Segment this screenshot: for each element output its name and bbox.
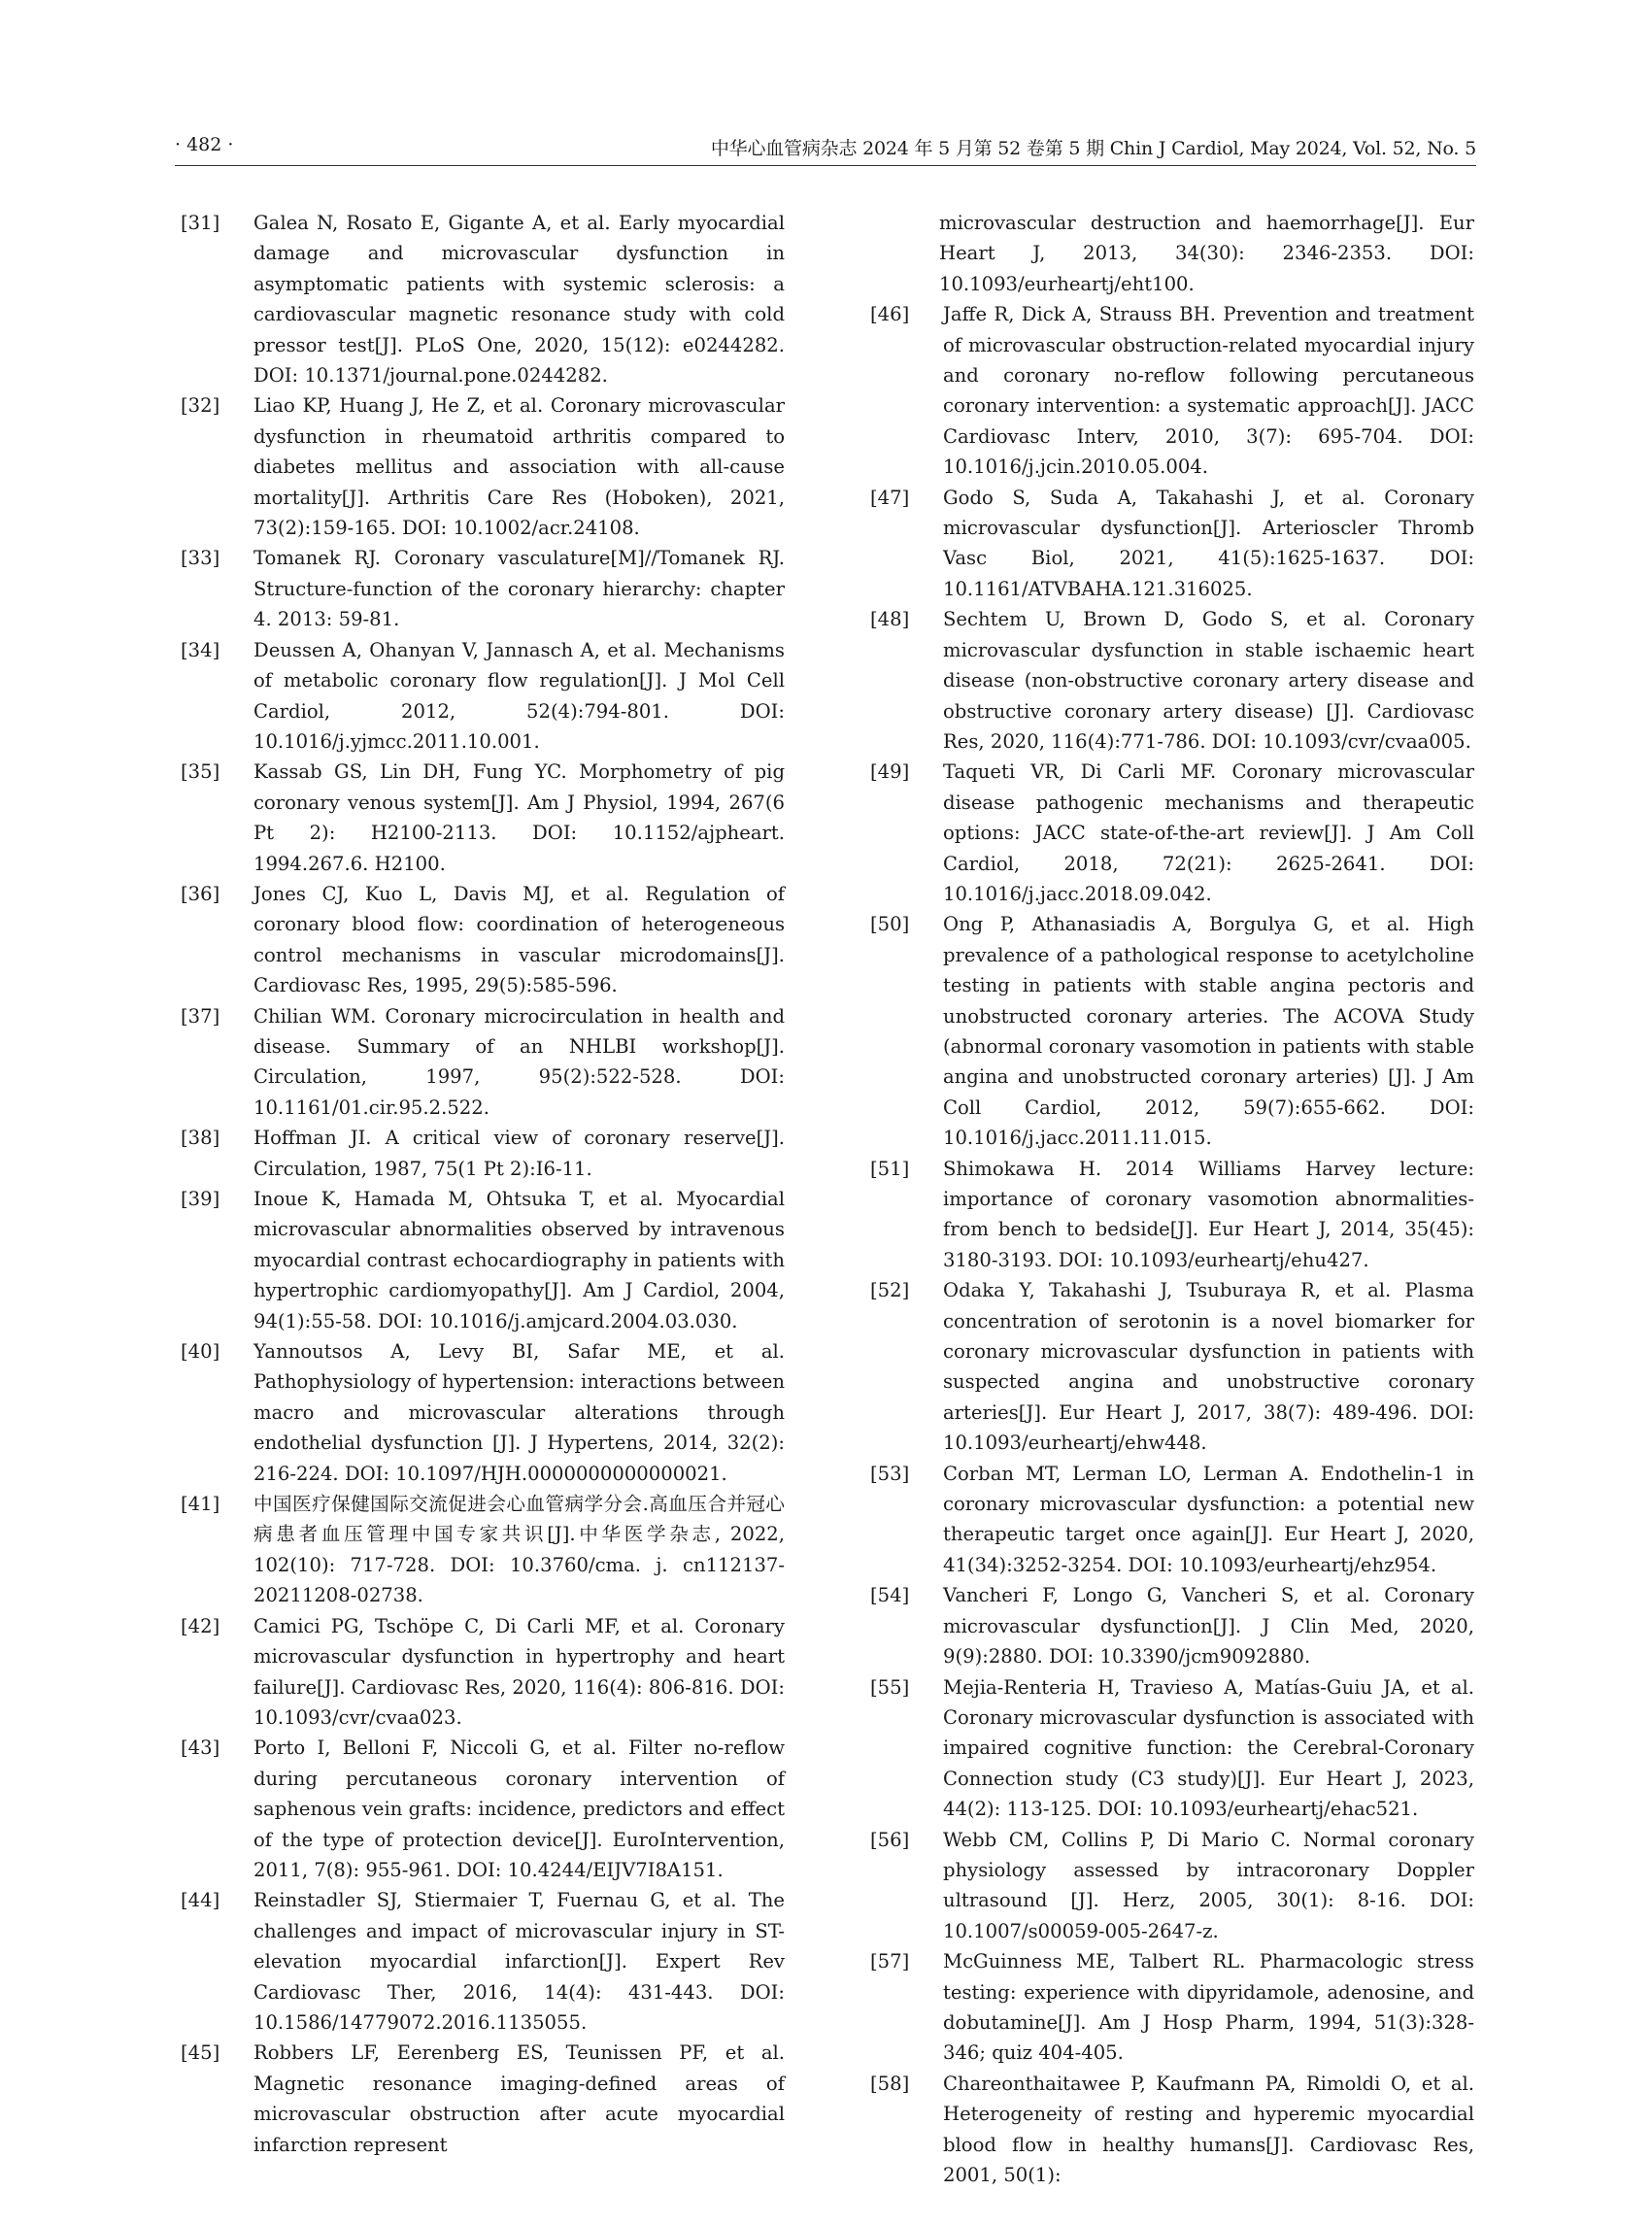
reference-item <box>870 1459 1474 1581</box>
reference-number: [55] <box>870 1675 910 1699</box>
reference-number: [56] <box>870 1828 910 1851</box>
reference-item <box>870 604 1474 757</box>
reference-text: Jaffe R, Dick A, Strauss BH. Prevention and treatment of microvascular obstruction-related myocardial injury and coronary no-reflow following percutaneous coronary intervention: a systematic approach[J]. JACC Cardiovasc Interv, 2010, 3(7): 695-704. DOI: 10.1016/j.jcin.2010.05.004. <box>943 303 1474 479</box>
reference-number: [40] <box>181 1340 220 1364</box>
reference-text: Shimokawa H. 2014 Williams Harvey lecture: importance of coronary vasomotion abnormalities-from bench to bedside[J]. Eur Heart J, 2014, 35(45): 3180-3193. DOI: 10.1093/eurheartj/ehu427. <box>943 1157 1474 1271</box>
reference-number: [47] <box>870 486 910 509</box>
header-rule <box>175 165 1476 166</box>
reference-text: Mejia-Renteria H, Travieso A, Matías-Guiu JA, et al. Coronary microvascular dysfunction is associated with impaired cognitive function: the Cerebral-Coronary Connection study (C3 study)[J]. Eur Heart J, 2023, 44(2): 113-125. DOI: 10.1093/eurheartj/ehac521. <box>943 1675 1474 1821</box>
reference-continuation <box>870 208 1474 299</box>
reference-number: [57] <box>870 1950 910 1973</box>
reference-text: Chareonthaitawee P, Kaufmann PA, Rimoldi O, et al. Heterogeneity of resting and hyperemic myocardial blood flow in healthy humans[J]. Cardiovasc Res, 2001, 50(1): <box>943 2072 1474 2186</box>
reference-item <box>870 483 1474 605</box>
reference-text: Inoue K, Hamada M, Ohtsuka T, et al. Myocardial microvascular abnormalities observed by intravenous myocardial contrast echocardiography in patients with hypertrophic cardiomyopathy[J]. Am J Cardiol, 2004, 94(1):55-58. DOI: 10.1016/j.amjcard.2004.03.030. <box>253 1188 785 1332</box>
reference-number: [39] <box>181 1188 220 1210</box>
reference-item <box>870 1154 1474 1276</box>
reference-item <box>181 1733 785 1885</box>
reference-number: [49] <box>870 760 910 784</box>
reference-number: [42] <box>181 1614 220 1637</box>
reference-text: Tomanek RJ. Coronary vasculature[M]//Tomanek RJ. Structure-function of the coronary hierarchy: chapter 4. 2013: 59-81. <box>253 547 785 631</box>
reference-number: [41] <box>181 1493 220 1516</box>
reference-item <box>181 390 785 543</box>
reference-item <box>181 543 785 634</box>
reference-number: [44] <box>181 1889 220 1912</box>
reference-item <box>870 1580 1474 1671</box>
reference-number: [36] <box>181 882 220 905</box>
right-reference-column <box>870 208 1474 2190</box>
reference-text: Hoffman JI. A critical view of coronary reserve[J]. Circulation, 1987, 75(1 Pt 2):I6-11. <box>253 1127 785 1180</box>
reference-text: Odaka Y, Takahashi J, Tsuburaya R, et al. Plasma concentration of serotonin is a novel biomarker for coronary microvascular dysfunction in patients with suspected angina and unobstructive coronary arteries[J]. Eur Heart J, 2017, 38(7): 489-496. DOI: 10.1093/eurheartj/ehw448. <box>943 1279 1474 1455</box>
reference-number: [45] <box>181 2041 220 2065</box>
running-header <box>175 134 1476 167</box>
reference-number: [46] <box>870 303 910 326</box>
reference-item <box>870 1946 1474 2069</box>
reference-number: [37] <box>181 1004 220 1028</box>
reference-item <box>181 879 785 1001</box>
reference-item <box>870 1672 1474 1825</box>
reference-text: Godo S, Suda A, Takahashi J, et al. Coronary microvascular dysfunction[J]. Arterioscler Thromb Vasc Biol, 2021, 41(5):1625-1637. DOI: 10.1161/ATVBAHA.121.316025. <box>943 486 1474 600</box>
reference-item <box>870 299 1474 482</box>
reference-item <box>181 1611 785 1734</box>
reference-text: Robbers LF, Eerenberg ES, Teunissen PF, et al. Magnetic resonance imaging-defined areas of microvascular obstruction after acute myocardial infarction represent <box>253 2041 785 2156</box>
reference-item <box>181 1885 785 2038</box>
reference-text: Jones CJ, Kuo L, Davis MJ, et al. Regulation of coronary blood flow: coordination of heterogeneous control mechanisms in vascular microdomains[J]. Cardiovasc Res, 1995, 29(5):585-596. <box>253 882 785 997</box>
reference-text: Camici PG, Tschöpe C, Di Carli MF, et al. Coronary microvascular dysfunction in hypertrophy and heart failure[J]. Cardiovasc Res, 2020, 116(4): 806-816. DOI: 10.1093/cvr/cvaa023. <box>253 1614 785 1729</box>
reference-text: Kassab GS, Lin DH, Fung YC. Morphometry of pig coronary venous system[J]. Am J Physiol, 1994, 267(6 Pt 2): H2100-2113. DOI: 10.1152/ajpheart. 1994.267.6. H2100. <box>253 760 785 875</box>
reference-item <box>181 1489 785 1611</box>
reference-item <box>870 757 1474 909</box>
reference-number: [33] <box>181 547 220 570</box>
reference-number: [50] <box>870 913 910 936</box>
reference-number: [38] <box>181 1127 220 1150</box>
reference-text: Galea N, Rosato E, Gigante A, et al. Early myocardial damage and microvascular dysfunction in asymptomatic patients with systemic sclerosis: a cardiovascular magnetic resonance study with cold pressor test[J]. PLoS One, 2020, 15(12): e0244282. DOI: 10.1371/journal.pone.0244282. <box>253 212 785 388</box>
reference-text: Corban MT, Lerman LO, Lerman A. Endothelin-1 in coronary microvascular dysfunction: a potential new therapeutic target once again[J]. Eur Heart J, 2020, 41(34):3252-3254. DOI: 10.1093/eurheartj/ehz954. <box>943 1462 1474 1576</box>
reference-text: microvascular destruction and haemorrhage[J]. Eur Heart J, 2013, 34(30): 2346-2353. DOI: 10.1093/eurheartj/eht100. <box>939 212 1474 295</box>
reference-item <box>870 909 1474 1153</box>
reference-number: [51] <box>870 1157 910 1180</box>
reference-item <box>181 635 785 758</box>
reference-text: Sechtem U, Brown D, Godo S, et al. Coronary microvascular dysfunction in stable ischaemic heart disease (non-obstructive coronary artery disease and obstructive coronary artery disease) [J]. Cardiovasc Res, 2020, 116(4):771-786. DOI: 10.1093/cvr/cvaa005. <box>943 608 1474 753</box>
reference-number: [34] <box>181 638 220 661</box>
reference-number: [48] <box>870 608 910 631</box>
reference-item <box>181 757 785 879</box>
journal-citation: 中华心血管病杂志 2024 年 5 月第 52 卷第 5 期 Chin J Cardiol, May 2024, Vol. 52, No. 5 <box>710 138 1476 159</box>
reference-item <box>870 1825 1474 1947</box>
reference-number: [31] <box>181 212 220 234</box>
left-reference-column <box>181 208 785 2160</box>
reference-number: [35] <box>181 760 220 784</box>
reference-text: Deussen A, Ohanyan V, Jannasch A, et al. Mechanisms of metabolic coronary flow regulation[J]. J Mol Cell Cardiol, 2012, 52(4):794-801. DOI: 10.1016/j.yjmcc.2011.10.001. <box>253 638 785 753</box>
reference-text: Chilian WM. Coronary microcirculation in health and disease. Summary of an NHLBI workshop[J]. Circulation, 1997, 95(2):522-528. DOI: 10.1161/01.cir.95.2.522. <box>253 1004 785 1119</box>
reference-number: [32] <box>181 394 220 418</box>
reference-text: Ong P, Athanasiadis A, Borgulya G, et al. High prevalence of a pathological response to acetylcholine testing in patients with stable angina pectoris and unobstructed coronary arteries. The ACOVA Study (abnormal coronary vasomotion in patients with stable angina and unobstructed coronary arteries) [J]. J Am Coll Cardiol, 2012, 59(7):655-662. DOI: 10.1016/j.jacc.2011.11.015. <box>943 913 1474 1150</box>
reference-number: [58] <box>870 2072 910 2095</box>
reference-text: Reinstadler SJ, Stiermaier T, Fuernau G, et al. The challenges and impact of microvascular injury in ST-elevation myocardial infarction[J]. Expert Rev Cardiovasc Ther, 2016, 14(4): 431-443. DOI: 10.1586/14779072.2016.1135055. <box>253 1889 785 2034</box>
reference-item <box>181 1001 785 1124</box>
reference-text: Yannoutsos A, Levy BI, Safar ME, et al. Pathophysiology of hypertension: interactions between macro and microvascular alterations through endothelial dysfunction [J]. J Hypertens, 2014, 32(2): 216-224. DOI: 10.1097/HJH.0000000000000021. <box>253 1340 785 1485</box>
reference-text: Taqueti VR, Di Carli MF. Coronary microvascular disease pathogenic mechanisms and therapeutic options: JACC state-of-the-art review[J]. J Am Coll Cardiol, 2018, 72(21): 2625-2641. DOI: 10.1016/j.jacc.2018.09.042. <box>943 760 1474 905</box>
reference-text: McGuinness ME, Talbert RL. Pharmacologic stress testing: experience with dipyridamole, adenosine, and dobutamine[J]. Am J Hosp Pharm, 1994, 51(3):328-346; quiz 404-405. <box>943 1950 1474 2065</box>
reference-number: [53] <box>870 1462 910 1485</box>
reference-item <box>181 1184 785 1336</box>
reference-text: Liao KP, Huang J, He Z, et al. Coronary microvascular dysfunction in rheumatoid arthritis compared to diabetes mellitus and association with all-cause mortality[J]. Arthritis Care Res (Hoboken), 2021, 73(2):159-165. DOI: 10.1002/acr.24108. <box>253 394 785 540</box>
reference-item <box>181 2038 785 2160</box>
reference-item <box>870 2069 1474 2191</box>
reference-item <box>181 208 785 390</box>
reference-number: [43] <box>181 1736 220 1760</box>
reference-item <box>870 1275 1474 1458</box>
reference-item <box>181 1123 785 1184</box>
reference-text: Porto I, Belloni F, Niccoli G, et al. Filter no-reflow during percutaneous coronary intervention of saphenous vein grafts: incidence, predictors and effect of the type of protection device[J]. EuroIntervention, 2011, 7(8): 955-961. DOI: 10.4244/EIJV7I8A151. <box>253 1736 785 1881</box>
reference-text: 中国医疗保健国际交流促进会心血管病学分会.高血压合并冠心病患者血压管理中国专家共识[J].中华医学杂志, 2022, 102(10): 717-728. DOI: 10.3760/cma. j. cn112137-20211208-02738. <box>253 1493 785 1607</box>
page-number: · 482 · <box>175 134 234 155</box>
reference-item <box>181 1336 785 1489</box>
reference-number: [52] <box>870 1279 910 1302</box>
reference-text: Vancheri F, Longo G, Vancheri S, et al. Coronary microvascular dysfunction[J]. J Clin Med, 2020, 9(9):2880. DOI: 10.3390/jcm9092880. <box>943 1584 1474 1669</box>
reference-number: [54] <box>870 1584 910 1607</box>
reference-text: Webb CM, Collins P, Di Mario C. Normal coronary physiology assessed by intracoronary Doppler ultrasound [J]. Herz, 2005, 30(1): 8-16. DOI: 10.1007/s00059-005-2647-z. <box>943 1828 1474 1942</box>
